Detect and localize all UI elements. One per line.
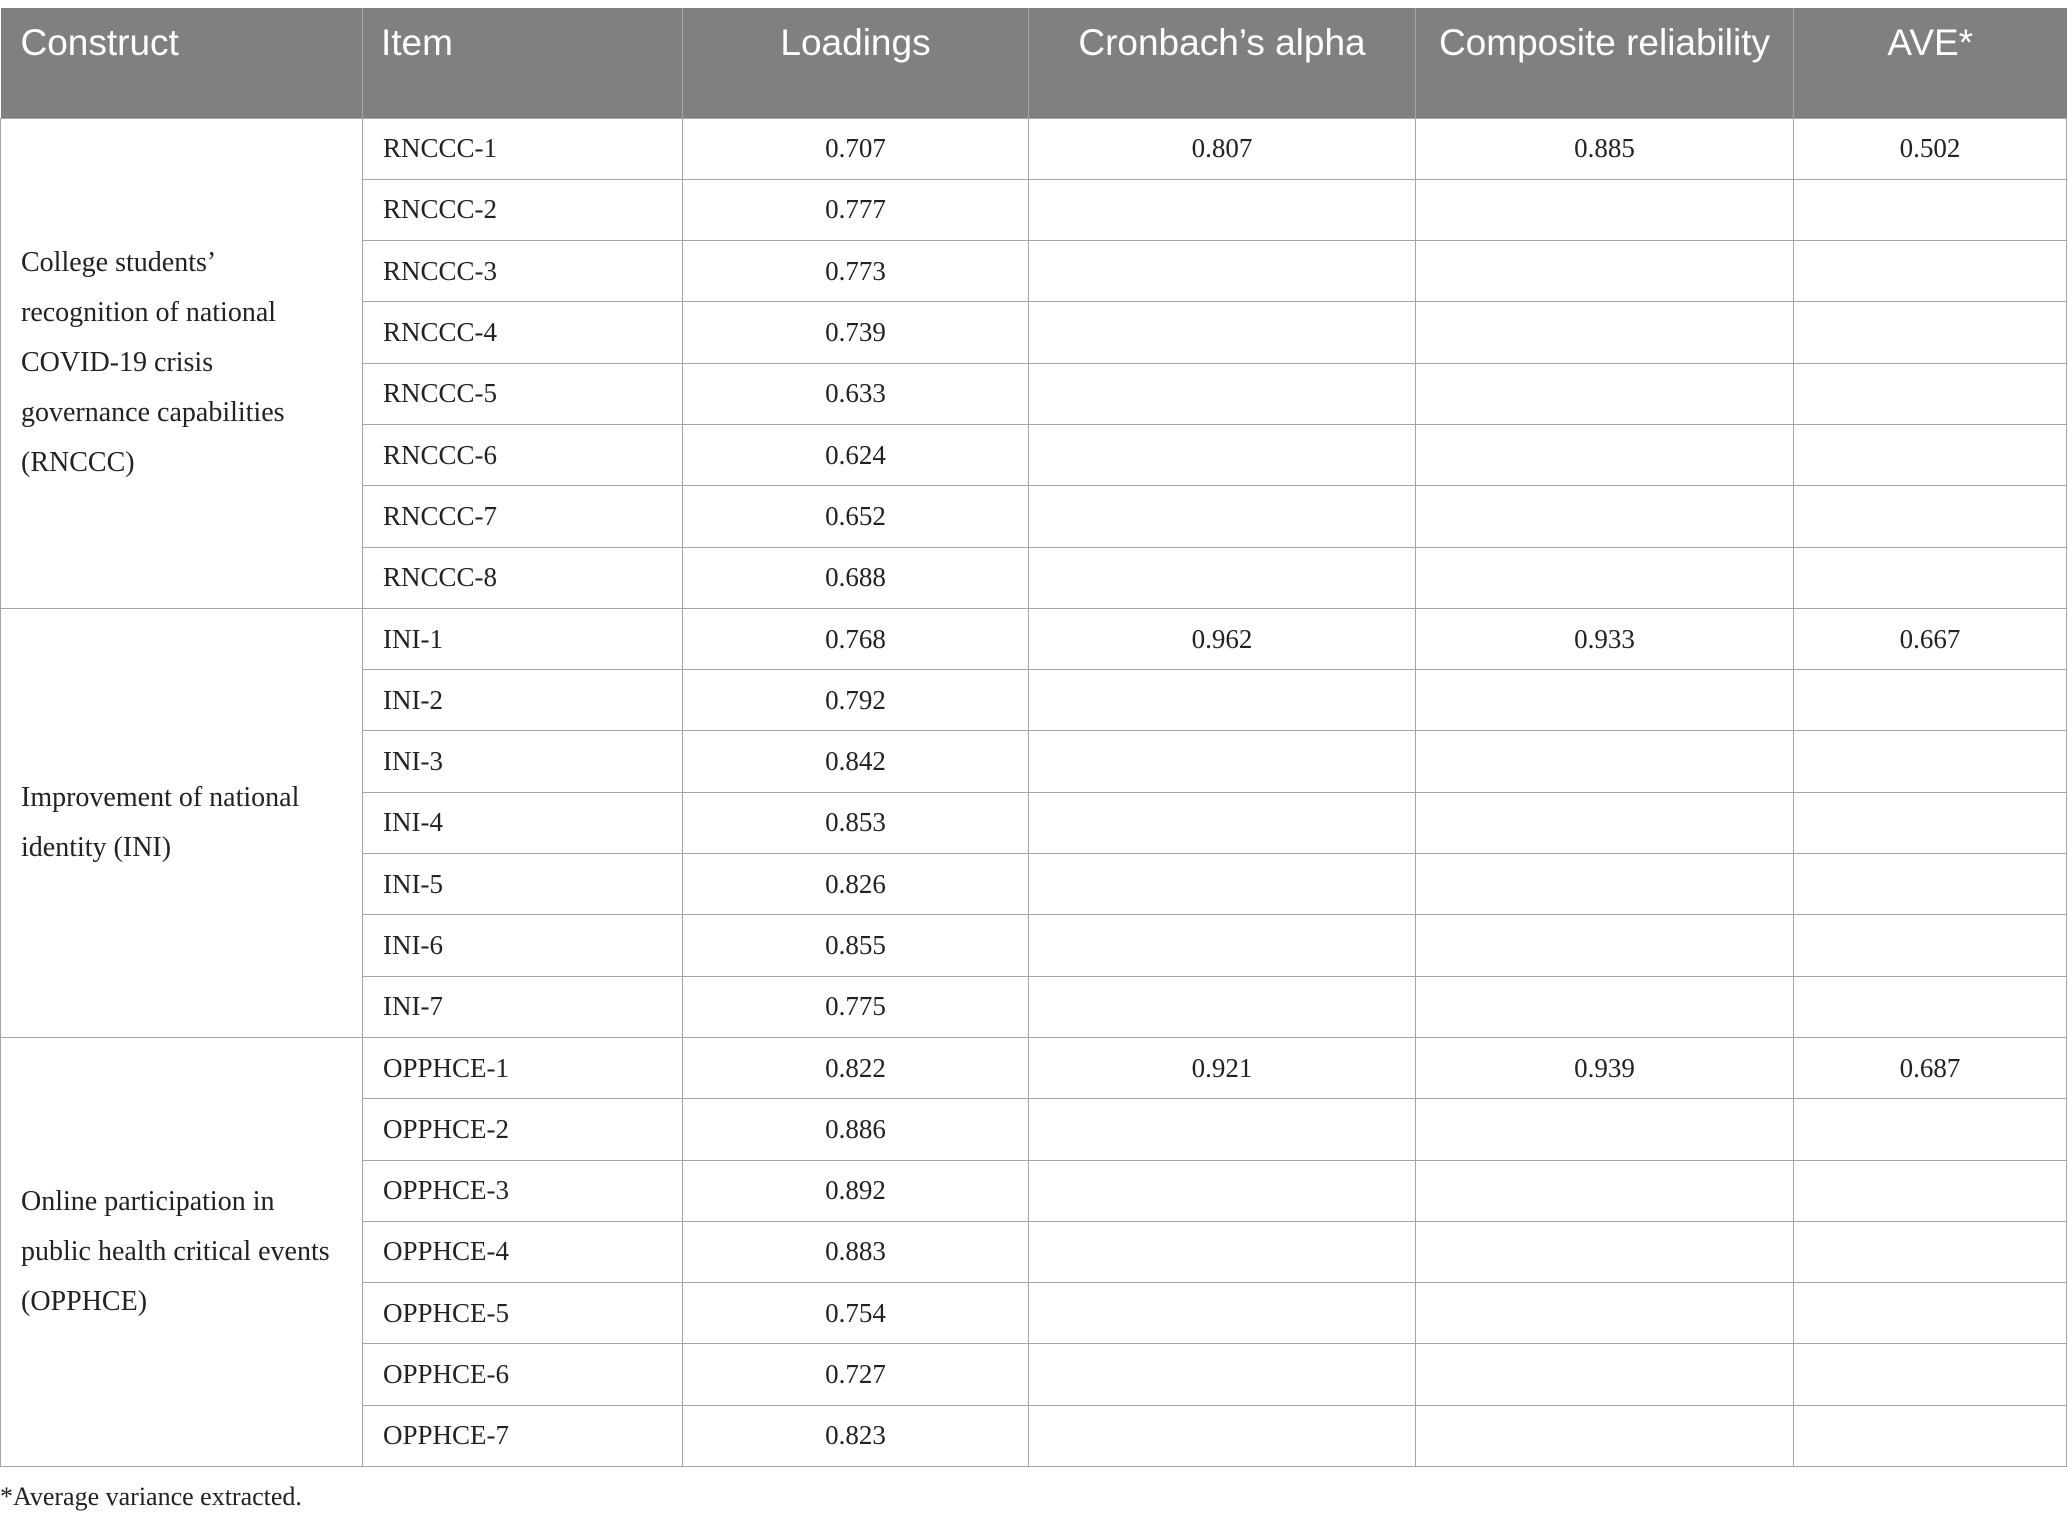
item-cell: RNCCC-7 (363, 486, 683, 547)
empty-cell (1029, 1405, 1416, 1466)
empty-cell (1029, 547, 1416, 608)
construct-cell: Online participation in public health critical events (OPPHCE) (1, 1037, 363, 1466)
empty-cell (1794, 486, 2067, 547)
empty-cell (1416, 670, 1794, 731)
empty-cell (1794, 424, 2067, 485)
empty-cell (1416, 1221, 1794, 1282)
empty-cell (1794, 1344, 2067, 1405)
cronbach-cell: 0.962 (1029, 608, 1416, 669)
empty-cell (1794, 1099, 2067, 1160)
empty-cell (1029, 179, 1416, 240)
empty-cell (1794, 670, 2067, 731)
construct-cell: College students’ recognition of national COVID-19 crisis governance capabilities (RNCCC) (1, 118, 363, 608)
loading-cell: 0.892 (683, 1160, 1029, 1221)
empty-cell (1794, 1160, 2067, 1221)
empty-cell (1416, 424, 1794, 485)
empty-cell (1794, 1405, 2067, 1466)
loading-cell: 0.883 (683, 1221, 1029, 1282)
reliability-table (0, 8, 2067, 1467)
item-cell: OPPHCE-1 (363, 1037, 683, 1098)
header-item: Item (363, 8, 683, 118)
item-cell: RNCCC-5 (363, 363, 683, 424)
item-cell: OPPHCE-7 (363, 1405, 683, 1466)
empty-cell (1794, 976, 2067, 1037)
loading-cell: 0.688 (683, 547, 1029, 608)
empty-cell (1416, 1405, 1794, 1466)
empty-cell (1029, 1099, 1416, 1160)
empty-cell (1029, 670, 1416, 731)
loading-cell: 0.823 (683, 1405, 1029, 1466)
loading-cell: 0.624 (683, 424, 1029, 485)
item-cell: INI-3 (363, 731, 683, 792)
loading-cell: 0.886 (683, 1099, 1029, 1160)
empty-cell (1029, 302, 1416, 363)
table-row (1, 118, 2067, 179)
empty-cell (1416, 179, 1794, 240)
ave-cell: 0.502 (1794, 118, 2067, 179)
empty-cell (1029, 915, 1416, 976)
composite-cell: 0.939 (1416, 1037, 1794, 1098)
loading-cell: 0.777 (683, 179, 1029, 240)
empty-cell (1794, 302, 2067, 363)
item-cell: RNCCC-6 (363, 424, 683, 485)
item-cell: INI-4 (363, 792, 683, 853)
empty-cell (1029, 854, 1416, 915)
loading-cell: 0.822 (683, 1037, 1029, 1098)
empty-cell (1029, 363, 1416, 424)
item-cell: RNCCC-2 (363, 179, 683, 240)
empty-cell (1416, 792, 1794, 853)
empty-cell (1029, 1221, 1416, 1282)
item-cell: RNCCC-1 (363, 118, 683, 179)
loading-cell: 0.853 (683, 792, 1029, 853)
table-footnote: *Average variance extracted. (0, 1482, 302, 1511)
item-cell: OPPHCE-6 (363, 1344, 683, 1405)
empty-cell (1416, 241, 1794, 302)
composite-cell: 0.933 (1416, 608, 1794, 669)
item-cell: RNCCC-8 (363, 547, 683, 608)
item-cell: OPPHCE-4 (363, 1221, 683, 1282)
loading-cell: 0.739 (683, 302, 1029, 363)
empty-cell (1029, 1160, 1416, 1221)
loading-cell: 0.633 (683, 363, 1029, 424)
construct-cell: Improvement of national identity (INI) (1, 608, 363, 1037)
header-ave: AVE* (1794, 8, 2067, 118)
loading-cell: 0.826 (683, 854, 1029, 915)
empty-cell (1416, 1283, 1794, 1344)
empty-cell (1029, 976, 1416, 1037)
empty-cell (1416, 731, 1794, 792)
item-cell: INI-1 (363, 608, 683, 669)
header-loadings: Loadings (683, 8, 1029, 118)
table-row (1, 608, 2067, 669)
empty-cell (1029, 1283, 1416, 1344)
empty-cell (1416, 302, 1794, 363)
empty-cell (1029, 424, 1416, 485)
empty-cell (1794, 363, 2067, 424)
empty-cell (1029, 1344, 1416, 1405)
loading-cell: 0.775 (683, 976, 1029, 1037)
empty-cell (1029, 241, 1416, 302)
item-cell: INI-2 (363, 670, 683, 731)
loading-cell: 0.768 (683, 608, 1029, 669)
header-cronbach-alpha: Cronbach’s alpha (1029, 8, 1416, 118)
item-cell: INI-7 (363, 976, 683, 1037)
empty-cell (1416, 915, 1794, 976)
item-cell: OPPHCE-3 (363, 1160, 683, 1221)
header-construct: Construct (1, 8, 363, 118)
empty-cell (1794, 792, 2067, 853)
empty-cell (1794, 547, 2067, 608)
empty-cell (1416, 976, 1794, 1037)
composite-cell: 0.885 (1416, 118, 1794, 179)
empty-cell (1794, 1283, 2067, 1344)
item-cell: RNCCC-3 (363, 241, 683, 302)
empty-cell (1416, 363, 1794, 424)
table-row (1, 1037, 2067, 1098)
loading-cell: 0.727 (683, 1344, 1029, 1405)
loading-cell: 0.792 (683, 670, 1029, 731)
header-composite-reliability: Composite reliability (1416, 8, 1794, 118)
loading-cell: 0.842 (683, 731, 1029, 792)
empty-cell (1416, 1160, 1794, 1221)
ave-cell: 0.687 (1794, 1037, 2067, 1098)
empty-cell (1794, 854, 2067, 915)
empty-cell (1416, 1344, 1794, 1405)
loading-cell: 0.707 (683, 118, 1029, 179)
loading-cell: 0.652 (683, 486, 1029, 547)
empty-cell (1029, 486, 1416, 547)
empty-cell (1029, 731, 1416, 792)
item-cell: INI-6 (363, 915, 683, 976)
cronbach-cell: 0.807 (1029, 118, 1416, 179)
ave-cell: 0.667 (1794, 608, 2067, 669)
empty-cell (1416, 486, 1794, 547)
empty-cell (1416, 547, 1794, 608)
empty-cell (1794, 241, 2067, 302)
loading-cell: 0.773 (683, 241, 1029, 302)
table-body (1, 118, 2067, 1467)
loading-cell: 0.754 (683, 1283, 1029, 1344)
item-cell: OPPHCE-2 (363, 1099, 683, 1160)
empty-cell (1416, 854, 1794, 915)
cronbach-cell: 0.921 (1029, 1037, 1416, 1098)
empty-cell (1794, 179, 2067, 240)
empty-cell (1029, 792, 1416, 853)
empty-cell (1794, 731, 2067, 792)
empty-cell (1794, 915, 2067, 976)
item-cell: OPPHCE-5 (363, 1283, 683, 1344)
loading-cell: 0.855 (683, 915, 1029, 976)
header-row (1, 8, 2067, 118)
item-cell: RNCCC-4 (363, 302, 683, 363)
item-cell: INI-5 (363, 854, 683, 915)
empty-cell (1794, 1221, 2067, 1282)
empty-cell (1416, 1099, 1794, 1160)
